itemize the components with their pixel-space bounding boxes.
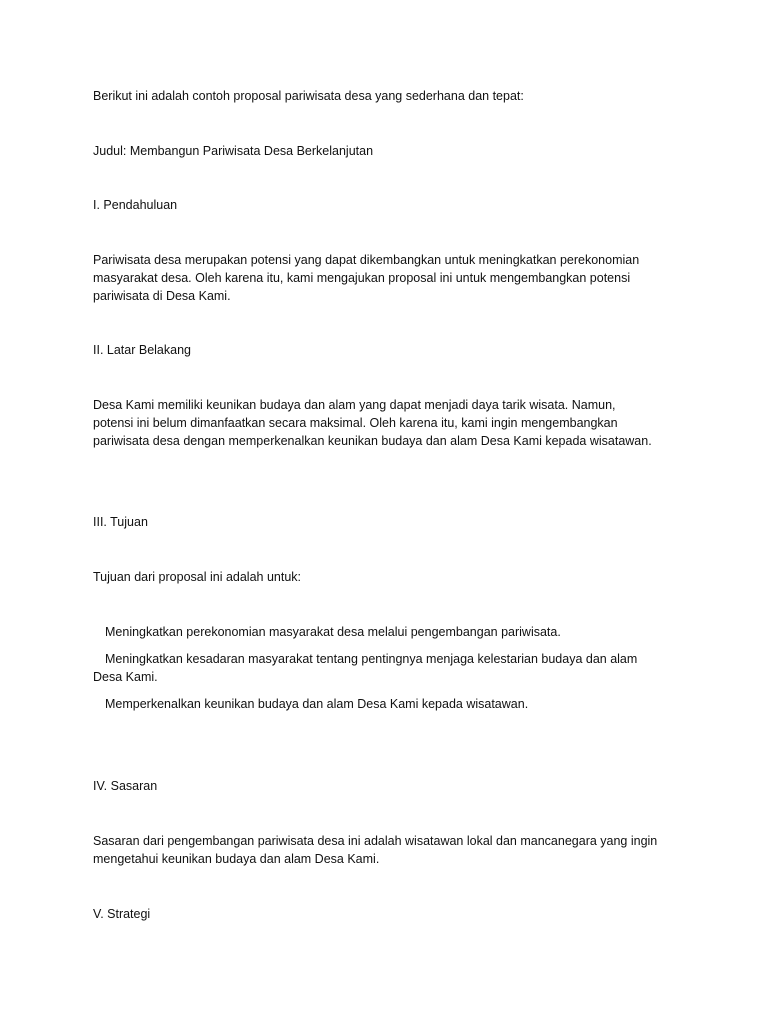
section-heading-pendahuluan: I. Pendahuluan <box>93 198 178 212</box>
paragraph-line: mengetahui keunikan budaya dan alam Desa Kami. <box>93 852 380 866</box>
paragraph-line: masyarakat desa. Oleh karena itu, kami mengajukan proposal ini untuk mengembangkan potensi <box>93 271 631 285</box>
document-title: Judul: Membangun Pariwisata Desa Berkelanjutan <box>93 144 374 158</box>
paragraph-line: pariwisata di Desa Kami. <box>93 289 231 303</box>
paragraph-line: Pariwisata desa merupakan potensi yang dapat dikembangkan untuk meningkatkan perekonomian <box>93 253 640 267</box>
paragraph-line: Desa Kami memiliki keunikan budaya dan alam yang dapat menjadi daya tarik wisata. Namun, <box>93 398 616 412</box>
list-item-continuation: Desa Kami. <box>93 670 158 684</box>
list-item: Memperkenalkan keunikan budaya dan alam Desa Kami kepada wisatawan. <box>105 697 529 711</box>
list-item: Meningkatkan kesadaran masyarakat tentang pentingnya menjaga kelestarian budaya dan alam <box>105 652 638 666</box>
tujuan-lead: Tujuan dari proposal ini adalah untuk: <box>93 570 302 584</box>
section-heading-tujuan: III. Tujuan <box>93 515 148 529</box>
intro-text: Berikut ini adalah contoh proposal pariwisata desa yang sederhana dan tepat: <box>93 89 524 103</box>
section-heading-strategi: V. Strategi <box>93 907 151 921</box>
list-item: Meningkatkan perekonomian masyarakat desa melalui pengembangan pariwisata. <box>105 625 561 639</box>
paragraph-line: Sasaran dari pengembangan pariwisata desa ini adalah wisatawan lokal dan mancanegara yang ingin <box>93 834 658 848</box>
paragraph-line: potensi ini belum dimanfaatkan secara maksimal. Oleh karena itu, kami ingin mengembangkan <box>93 416 618 430</box>
section-heading-sasaran: IV. Sasaran <box>93 779 158 793</box>
paragraph-line: pariwisata desa dengan memperkenalkan keunikan budaya dan alam Desa Kami kepada wisatawan. <box>93 434 652 448</box>
section-heading-latar-belakang: II. Latar Belakang <box>93 343 191 357</box>
